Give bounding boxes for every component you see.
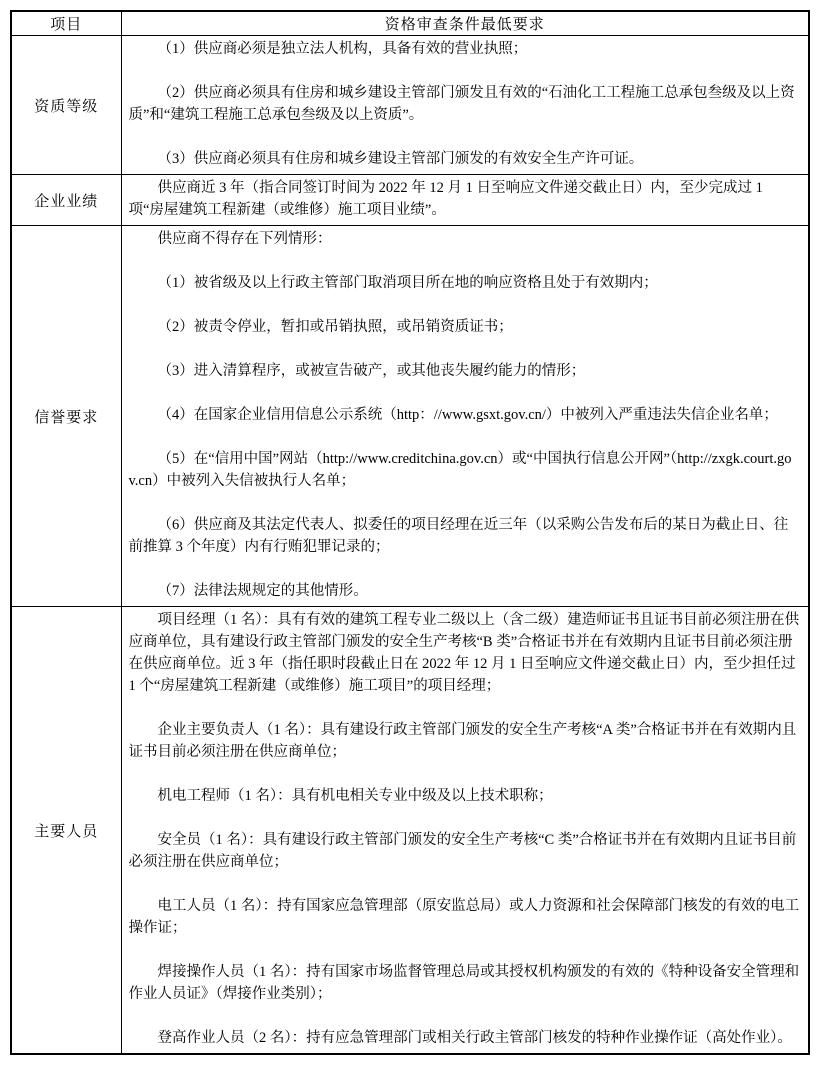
requirement-paragraph: 焊接操作人员（1 名）：持有国家市场监督管理总局或其授权机构颁发的有效的《特种设备安全管理和作业人员证》（焊接作业类别）； [128,964,800,1002]
row-content-reputation-requirements [121,226,809,607]
row-label-reputation-requirements: 信誉要求 [11,226,121,607]
column-header-item: 项目 [11,11,121,36]
row-label-qualification-level: 资质等级 [11,36,121,175]
table-row-reputation-requirements [11,226,809,607]
row-content-enterprise-performance [121,175,809,226]
requirement-paragraph: （2）供应商必须具有住房和城乡建设主管部门颁发且有效的“石油化工工程施工总承包叁级及以上资质”和“建筑工程施工总承包叁级及以上资质”。 [128,85,795,123]
table-row-enterprise-performance [11,175,809,226]
row-label-key-personnel: 主要人员 [11,607,121,1055]
qualification-requirements-table [10,10,810,1055]
requirement-paragraph: 登高作业人员（2 名）：持有应急管理部门或相关行政主管部门核发的特种作业操作证（高处作业）。 [157,1030,792,1046]
requirement-paragraph: 供应商不得存在下列情形： [157,231,332,247]
column-header-min-requirements: 资格审查条件最低要求 [121,11,809,36]
requirement-paragraph: （1）被省级及以上行政主管部门取消项目所在地的响应资格且处于有效期内； [157,275,658,291]
table-row-key-personnel [11,607,809,1055]
requirement-paragraph: （3）进入清算程序，或被宣告破产，或其他丧失履约能力的情形； [157,363,586,379]
requirement-paragraph: 供应商近 3 年（指合同签订时间为 2022 年 12 月 1 日至响应文件递交截止日）内，至少完成过 1 项“房屋建筑工程新建（或维修）施工项目业绩”。 [128,180,763,218]
row-content-qualification-level [121,36,809,175]
row-label-enterprise-performance: 企业业绩 [11,175,121,226]
requirement-paragraph: （5）在“信用中国”网站（http://www.creditchina.gov.cn）或“中国执行信息公开网”（http://zxgk.court.gov.cn）中被列入失信被执行人名单； [128,451,792,489]
requirement-paragraph: （1）供应商必须是独立法人机构，具备有效的营业执照； [157,41,528,57]
requirement-paragraph: 机电工程师（1 名）：具有机电相关专业中级及以上技术职称； [157,788,553,804]
table-header-row [11,11,809,36]
requirement-paragraph: （6）供应商及其法定代表人、拟委任的项目经理在近三年（以采购公告发布后的某日为截止日、往前推算 3 个年度）内有行贿犯罪记录的； [128,517,789,555]
requirement-paragraph: 企业主要负责人（1 名）：具有建设行政主管部门颁发的安全生产考核“A 类”合格证书并在有效期内且证书目前必须注册在供应商单位； [128,722,797,760]
table-row-qualification-level [11,36,809,175]
requirement-paragraph: （4）在国家企业信用信息公示系统（http：//www.gsxt.gov.cn/）中被列入严重违法失信企业名单； [157,407,778,423]
row-content-key-personnel [121,607,809,1055]
requirement-paragraph: （3）供应商必须具有住房和城乡建设主管部门颁发的有效安全生产许可证。 [157,151,644,167]
requirement-paragraph: （2）被责令停业，暂扣或吊销执照，或吊销资质证书； [157,319,513,335]
requirement-paragraph: 项目经理（1 名）：具有有效的建筑工程专业二级以上（含二级）建造师证书且证书目前必须注册在供应商单位，具有建设行政主管部门颁发的安全生产考核“B 类”合格证书并在有效期内且证书目前必须注册在供应商单位。近 3 年（指任职时段截止日在 2022 年 12 月 1 日至响应文件递交截止日）内，至少担任过 1 个“房屋建筑工程新建（或维修）施工项目”的项目经理； [128,612,800,694]
requirement-paragraph: （7）法律法规规定的其他情形。 [157,583,368,599]
requirement-paragraph: 安全员（1 名）：具有建设行政主管部门颁发的安全生产考核“C 类”合格证书并在有效期内且证书目前必须注册在供应商单位； [128,832,797,870]
requirement-paragraph: 电工人员（1 名）：持有国家应急管理部（原安监总局）或人力资源和社会保障部门核发的有效的电工操作证； [128,898,800,936]
